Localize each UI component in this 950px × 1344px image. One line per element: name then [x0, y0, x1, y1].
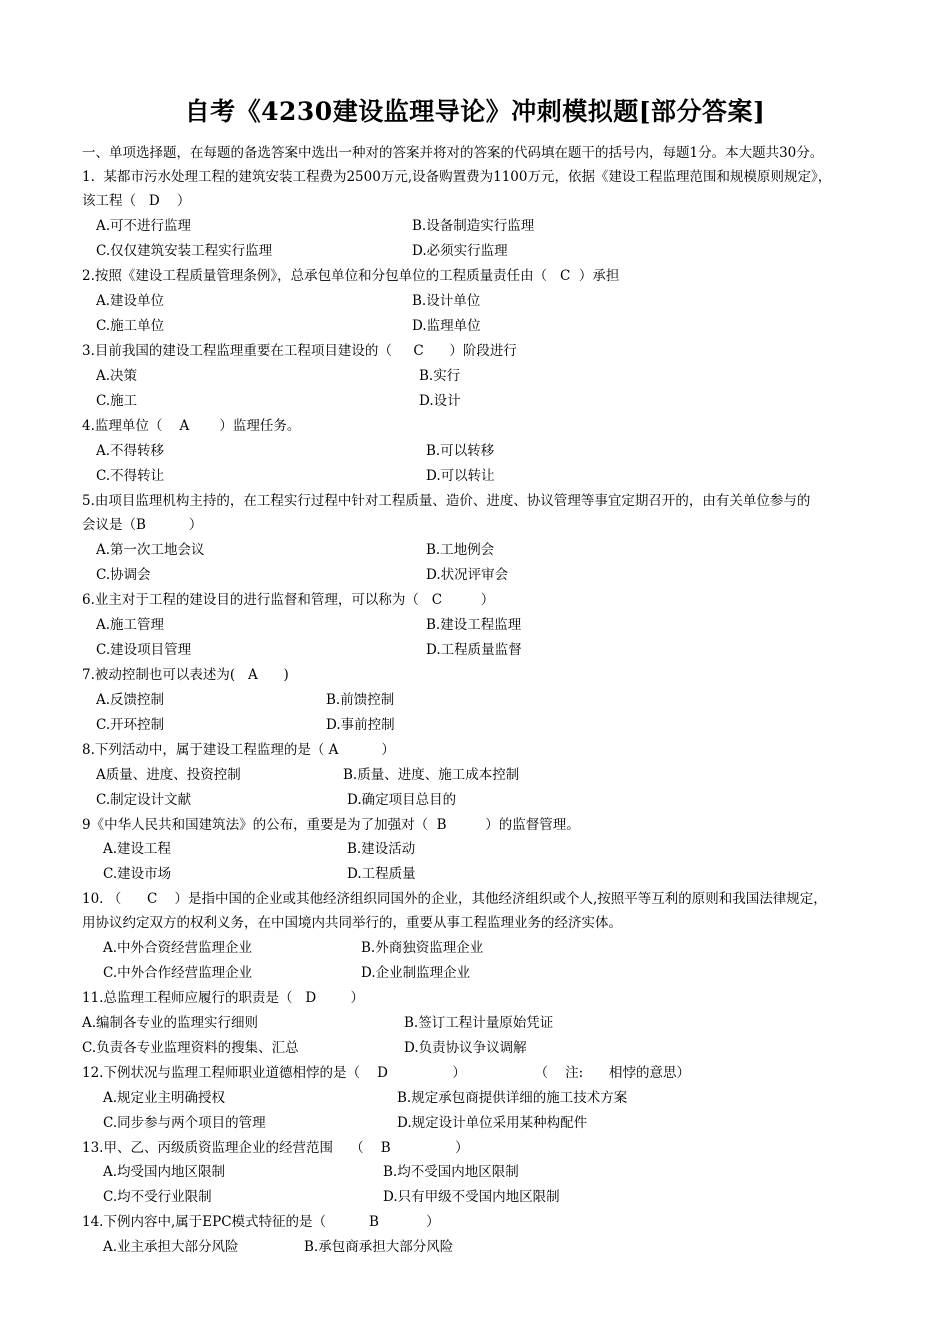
- question-6-option-a: A.施工管理: [96, 617, 165, 633]
- question-2-option-b: B.设计单位: [412, 293, 481, 309]
- question-7-option-d: D.事前控制: [326, 717, 395, 733]
- question-10-option-b: B.外商独资监理企业: [361, 940, 484, 956]
- question-11-option-d: D.负责协议争议调解: [404, 1040, 527, 1056]
- question-10-option-c: C.中外合作经营监理企业: [103, 965, 253, 981]
- question-3-option-c: C.施工: [96, 393, 138, 409]
- question-1-option-a: A.可不进行监理: [96, 218, 192, 234]
- question-1-option-c: C.仅仅建筑安装工程实行监理: [96, 243, 273, 259]
- question-11-option-a: A.编制各专业的监理实行细则: [82, 1015, 259, 1031]
- question-8-option-d: D.确定项目总目的: [347, 792, 457, 808]
- question-10-option-a: A.中外合资经营监理企业: [103, 940, 253, 956]
- question-3-option-a: A.决策: [96, 368, 138, 384]
- question-12-option-c: C.同步参与两个项目的管理: [103, 1115, 266, 1131]
- question-5-option-d: D.状况评审会: [426, 567, 509, 583]
- question-9-line-1: 9《中华人民共和国建筑法》的公布，重要是为了加强对（ B ）的监督管理。: [82, 817, 580, 833]
- question-10-line-1: 10. （ C ）是指中国的企业或其他经济组织同国外的企业，其他经济组织或个人,按照平等互利的原则和我国法律规定，: [82, 891, 827, 907]
- question-14-option-a: A.业主承担大部分风险: [103, 1239, 239, 1255]
- question-11-line-1: 11.总监理工程师应履行的职责是（ D ）: [82, 990, 364, 1006]
- question-13-line-1: 13.甲、乙、丙级质资监理企业的经营范围 （ B ）: [82, 1140, 469, 1156]
- question-12-option-b: B.规定承包商提供详细的施工技术方案: [397, 1090, 628, 1106]
- question-1-option-b: B.设备制造实行监理: [412, 218, 535, 234]
- question-11-option-c: C.负责各专业监理资料的搜集、汇总: [82, 1040, 299, 1056]
- question-3-option-b: B.实行: [419, 368, 461, 384]
- question-2-option-d: D.监理单位: [412, 318, 481, 334]
- question-1-line-2: 该工程（ D ）: [82, 193, 191, 209]
- question-9-option-b: B.建设活动: [347, 841, 416, 857]
- question-7-line-1: 7.被动控制也可以表述为( A ): [82, 667, 289, 683]
- document-title: 自考《4230建设监理导论》冲刺模拟题[部分答案]: [184, 97, 766, 126]
- question-3-line-1: 3.目前我国的建设工程监理重要在工程项目建设的（ C ）阶段进行: [82, 343, 517, 359]
- question-8-line-1: 8.下列活动中，属于建设工程监理的是（ A ）: [82, 742, 395, 758]
- question-7-option-c: C.开环控制: [96, 717, 165, 733]
- question-7-option-a: A.反馈控制: [96, 692, 165, 708]
- question-2-option-c: C.施工单位: [96, 318, 165, 334]
- question-5-option-c: C.协调会: [96, 567, 151, 583]
- question-6-option-c: C.建设项目管理: [96, 642, 192, 658]
- question-5-option-a: A.第一次工地会议: [96, 542, 205, 558]
- question-4-option-b: B.可以转移: [426, 443, 495, 459]
- question-8-option-c: C.制定设计文献: [96, 792, 192, 808]
- question-7-option-b: B.前馈控制: [326, 692, 395, 708]
- question-2-line-1: 2.按照《建设工程质量管理条例》，总承包单位和分包单位的工程质量责任由（ C ）承担: [82, 268, 620, 284]
- question-14-line-1: 14.下例内容中,属于EPC模式特征的是（ B ）: [82, 1214, 440, 1230]
- question-4-option-d: D.可以转让: [426, 468, 495, 484]
- question-12-option-a: A.规定业主明确授权: [103, 1090, 226, 1106]
- question-6-option-b: B.建设工程监理: [426, 617, 522, 633]
- question-13-option-d: D.只有甲级不受国内地区限制: [383, 1189, 560, 1205]
- question-12-line-1: 12.下例状况与监理工程师职业道德相悖的是（ D ） （ 注: 相悖的意思）: [82, 1065, 690, 1081]
- section-intro: 一、单项选择题，在每题的备选答案中选出一种对的答案并将对的答案的代码填在题干的括号内，每题1分。本大题共30分。: [82, 145, 824, 161]
- question-4-line-1: 4.监理单位（ A ）监理任务。: [82, 418, 301, 434]
- question-6-option-d: D.工程质量监督: [426, 642, 522, 658]
- question-11-option-b: B.签订工程计量原始凭证: [404, 1015, 554, 1031]
- question-9-option-a: A.建设工程: [103, 841, 172, 857]
- question-4-option-c: C.不得转让: [96, 468, 165, 484]
- question-9-option-c: C.建设市场: [103, 866, 172, 882]
- question-3-option-d: D.设计: [419, 393, 461, 409]
- question-13-option-c: C.均不受行业限制: [103, 1189, 212, 1205]
- question-9-option-d: D.工程质量: [347, 866, 416, 882]
- question-13-option-a: A.均受国内地区限制: [103, 1164, 226, 1180]
- question-2-option-a: A.建设单位: [96, 293, 165, 309]
- question-5-option-b: B.工地例会: [426, 542, 495, 558]
- question-4-option-a: A.不得转移: [96, 443, 165, 459]
- question-10-option-d: D.企业制监理企业: [361, 965, 471, 981]
- question-1-line-1: 1. 某都市污水处理工程的建筑安装工程费为2500万元,设备购置费为1100万元，依据《建设工程监理范围和规模原则规定》，: [82, 169, 832, 185]
- question-8-option-a: A质量、进度、投资控制: [96, 767, 241, 783]
- question-5-line-1: 5.由项目监理机构主持的，在工程实行过程中针对工程质量、造价、进度、协议管理等事宜定期召开的，由有关单位参与的: [82, 493, 811, 509]
- question-10-line-2: 用协议约定双方的权利义务，在中国境内共同举行的，重要从事工程监理业务的经济实体。: [82, 915, 622, 931]
- question-13-option-b: B.均不受国内地区限制: [383, 1164, 519, 1180]
- question-5-line-2: 会议是（B ）: [82, 517, 203, 533]
- question-14-option-b: B.承包商承担大部分风险: [304, 1239, 454, 1255]
- question-12-option-d: D.规定设计单位采用某种构配件: [397, 1115, 588, 1131]
- question-1-option-d: D.必须实行监理: [412, 243, 508, 259]
- question-6-line-1: 6.业主对于工程的建设目的进行监督和管理，可以称为（ C ）: [82, 592, 495, 608]
- question-8-option-b: B.质量、进度、施工成本控制: [343, 767, 520, 783]
